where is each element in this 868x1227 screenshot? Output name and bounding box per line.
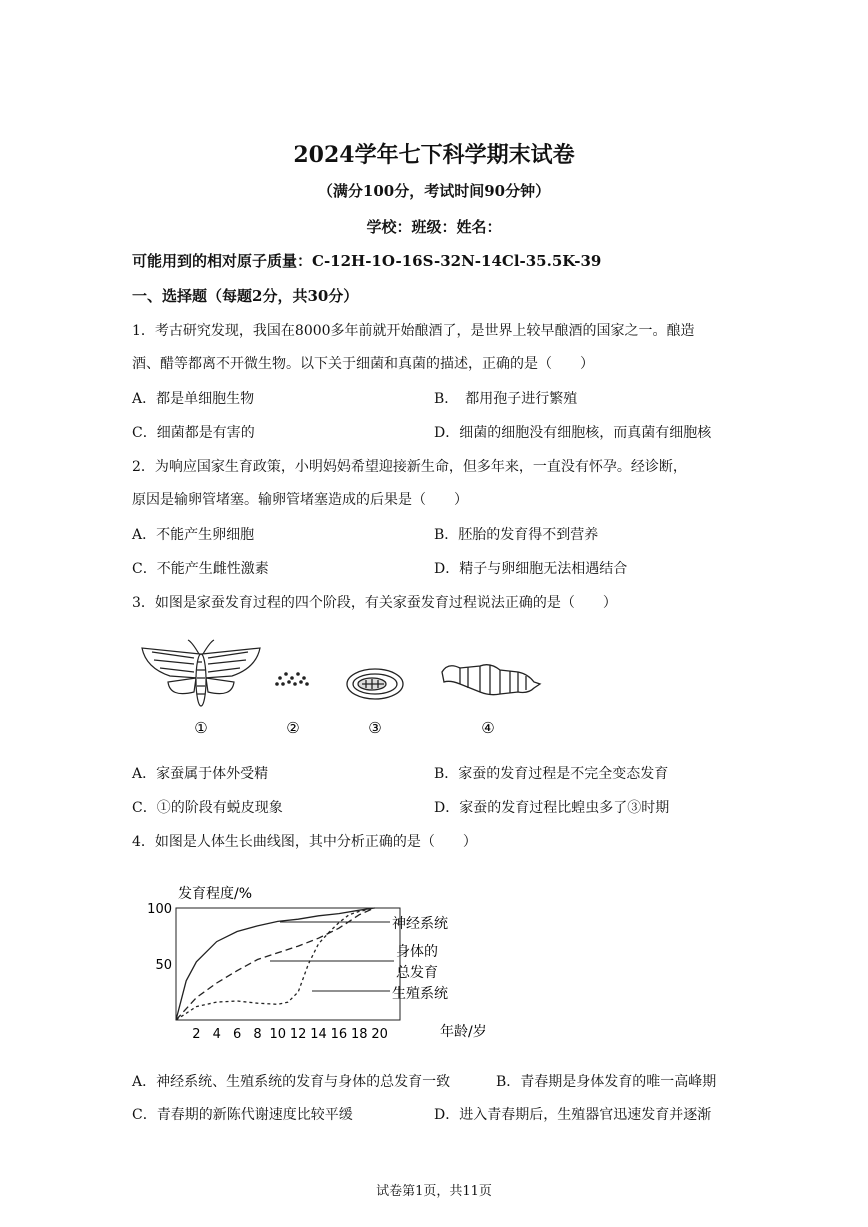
question-2-line-1: 2．为响应国家生育政策，小明妈妈希望迎接新生命，但多年来，一直没有怀孕。经诊断， (132, 459, 687, 475)
question-3-option-b[interactable]: B．家蚕的发育过程是不完全变态发育 (434, 766, 669, 782)
question-4-line-1: 4．如图是人体生长曲线图，其中分析正确的是（ ） (132, 834, 477, 850)
question-2-option-a[interactable]: A．不能产生卵细胞 (132, 527, 255, 543)
question-3-option-a[interactable]: A．家蚕属于体外受精 (132, 766, 269, 782)
chart-annotation-label: 总发育 (396, 965, 438, 981)
question-2-option-c[interactable]: C．不能产生雌性激素 (132, 561, 269, 577)
silkworm-stages-figure (130, 632, 560, 744)
page-footer: 试卷第1页，共11页 (376, 1184, 492, 1199)
question-1-option-b[interactable]: B． 都用孢子进行繁殖 (434, 391, 578, 407)
chart-x-tick-label: 12 (289, 1027, 307, 1042)
chart-x-tick-label: 10 (269, 1027, 287, 1042)
figure-label-3: ③ (368, 719, 382, 737)
figure-label-1: ① (194, 719, 208, 737)
question-4-option-b[interactable]: B．青春期是身体发育的唯一高峰期 (496, 1074, 717, 1090)
larva-icon (442, 665, 540, 695)
question-1-option-d[interactable]: D．细菌的细胞没有细胞核，而真菌有细胞核 (434, 425, 712, 441)
chart-x-tick-label: 8 (253, 1027, 262, 1042)
pupa-cocoon-icon (347, 669, 403, 699)
question-4-option-c[interactable]: C．青春期的新陈代谢速度比较平缓 (132, 1107, 353, 1123)
question-3-line-1: 3．如图是家蚕发育过程的四个阶段，有关家蚕发育过程说法正确的是（ ） (132, 595, 617, 611)
figure-label-2: ② (286, 719, 300, 737)
chart-x-tick-label: 4 (212, 1027, 221, 1042)
school-line: 学校：班级：姓名： (366, 218, 502, 236)
chart-x-tick-label: 16 (330, 1027, 348, 1042)
page-title: 2024学年七下科学期末试卷 (293, 142, 575, 168)
question-4-option-d[interactable]: D．进入青春期后，生殖器官迅速发育并逐渐 (434, 1107, 712, 1123)
question-4-option-a[interactable]: A．神经系统、生殖系统的发育与身体的总发育一致 (132, 1074, 451, 1090)
question-1-option-c[interactable]: C．细菌都是有害的 (132, 425, 255, 441)
chart-x-tick-label: 14 (310, 1027, 327, 1042)
chart-y-tick-label: 100 (147, 902, 172, 917)
question-2-option-b[interactable]: B．胚胎的发育得不到营养 (434, 527, 599, 543)
section-title: 一、选择题（每题2分，共30分） (132, 287, 359, 305)
chart-series-line-1 (176, 908, 375, 1020)
question-2-line-2: 原因是输卵管堵塞。输卵管堵塞造成的后果是（ ） (132, 492, 468, 508)
question-1-line-2: 酒、醋等都离不开微生物。以下关于细菌和真菌的描述，正确的是（ ） (132, 356, 594, 372)
moth-icon (142, 640, 260, 706)
growth-curve-chart (140, 878, 520, 1048)
chart-series-line-2 (176, 908, 375, 1020)
chart-x-tick-label: 18 (350, 1027, 368, 1042)
question-1-line-1: 1．考古研究发现，我国在8000多年前就开始酿酒了，是世界上较早酿酒的国家之一。酿造 (132, 323, 695, 339)
question-1-option-a[interactable]: A．都是单细胞生物 (132, 391, 255, 407)
chart-x-tick-label: 2 (192, 1027, 201, 1042)
chart-x-tick-label: 20 (371, 1027, 388, 1042)
question-3-option-d[interactable]: D．家蚕的发育过程比蝗虫多了③时期 (434, 800, 670, 816)
chart-annotation-label: 神经系统 (392, 916, 448, 932)
question-3-option-c[interactable]: C．①的阶段有蜕皮现象 (132, 800, 283, 816)
chart-x-axis-label: 年龄/岁 (440, 1024, 487, 1040)
question-2-option-d[interactable]: D．精子与卵细胞无法相遇结合 (434, 561, 628, 577)
chart-x-tick-label: 6 (232, 1027, 242, 1042)
chart-annotation-label: 身体的 (396, 944, 438, 960)
chart-series-line-3 (176, 908, 375, 1020)
chart-y-axis-label: 发育程度/% (178, 886, 253, 902)
figure-label-4: ④ (481, 719, 495, 737)
eggs-icon (275, 672, 309, 686)
chart-annotation-label: 生殖系统 (392, 986, 448, 1002)
chart-y-tick-label: 50 (155, 958, 172, 973)
exam-subtitle: （满分100分，考试时间90分钟） (317, 182, 551, 200)
atomic-mass-line: 可能用到的相对原子质量：C-12H-1O-16S-32N-14Cl-35.5K-39 (132, 252, 602, 270)
